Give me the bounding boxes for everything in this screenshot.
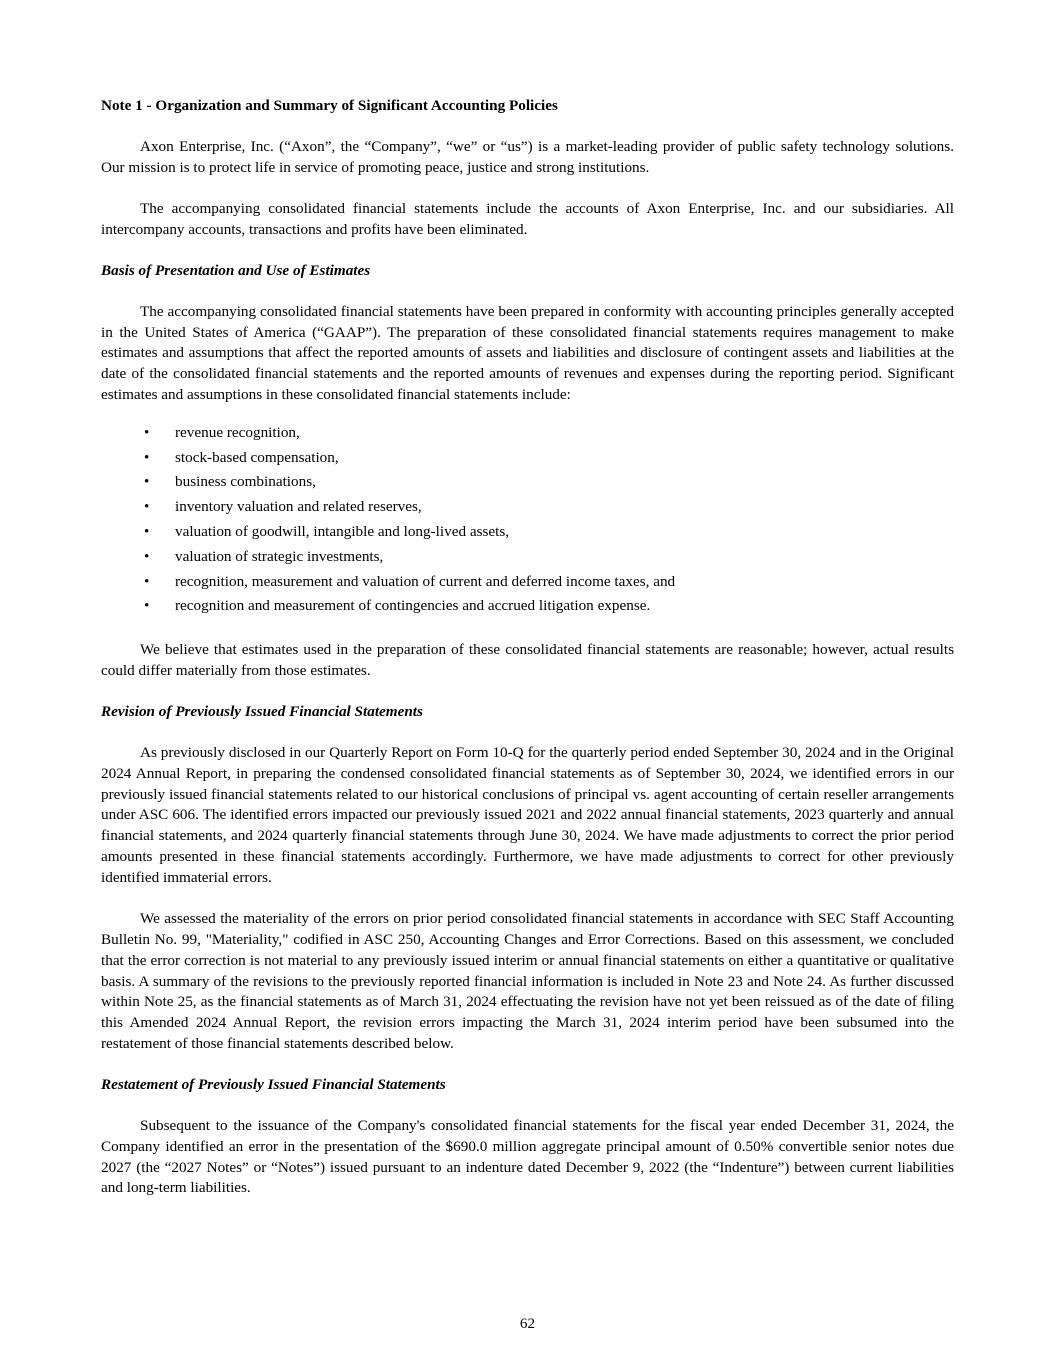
list-item bbox=[101, 520, 954, 545]
document-page bbox=[101, 96, 954, 1220]
list-item-text: inventory valuation and related reserves, bbox=[175, 498, 422, 516]
list-item-text: recognition and measurement of contingencies and accrued litigation expense. bbox=[175, 597, 651, 615]
list-item bbox=[101, 594, 954, 619]
bullet-icon: • bbox=[144, 473, 150, 491]
basis-heading: Basis of Presentation and Use of Estimates bbox=[101, 261, 371, 279]
intro-paragraph-2: The accompanying consolidated financial statements include the accounts of Axon Enterprise, Inc. and our subsidiaries. All intercompany accounts, transactions and profits have been eliminated. bbox=[101, 199, 954, 238]
restatement-paragraph: Subsequent to the issuance of the Company's consolidated financial statements for the fiscal year ended December 31, 2024, the Company identified an error in the presentation of the $690.0 million aggregate principal amount of 0.50% convertible senior notes due 2027 (the “2027 Notes” or “Notes”) issued pursuant to an indenture dated December 9, 2022 (the “Indenture”) between current liabilities and long-term liabilities. bbox=[101, 1116, 954, 1197]
estimates-list bbox=[101, 406, 954, 619]
bullet-icon: • bbox=[144, 448, 150, 466]
list-item-text: stock-based compensation, bbox=[175, 448, 339, 466]
bullet-icon: • bbox=[144, 498, 150, 516]
list-item bbox=[101, 545, 954, 570]
revision-paragraph-2: We assessed the materiality of the errors on prior period consolidated financial statements in accordance with SEC Staff Accounting Bulletin No. 99, "Materiality," codified in ASC 250, Accounting Changes and Error Corrections. Based on this assessment, we concluded that the error correction is not material to any previously issued interim or annual financial statements on either a quantitative or qualitative basis. A summary of the revisions to the previously reported financial information is included in Note 23 and Note 24. As further discussed within Note 25, as the financial statements as of March 31, 2024 effectuating the revision have not yet been reissued as of the date of filing this Amended 2024 Annual Report, the revision errors impacting the March 31, 2024 interim period have been subsumed into the restatement of those financial statements described below. bbox=[101, 910, 954, 1052]
list-item-text: valuation of goodwill, intangible and long-lived assets, bbox=[175, 522, 510, 540]
page-number: 62 bbox=[519, 1315, 536, 1332]
list-item bbox=[101, 570, 954, 595]
revision-paragraph-1: As previously disclosed in our Quarterly Report on Form 10-Q for the quarterly period ended September 30, 2024 and in the Original 2024 Annual Report, in preparing the condensed consolidated financial statements as of September 30, 2024, we identified errors in our previously issued financial statements related to our historical conclusions of principal vs. agent accounting of certain reseller arrangements under ASC 606. The identified errors impacted our previously issued 2021 and 2022 annual financial statements, 2023 quarterly and annual financial statements, and 2024 quarterly financial statements through June 30, 2024. We have made adjustments to correct the prior period amounts presented in these financial statements accordingly. Furthermore, we have made adjustments to correct for other previously identified immaterial errors. bbox=[101, 744, 954, 886]
list-item bbox=[101, 495, 954, 520]
note-title: Note 1 - Organization and Summary of Significant Accounting Policies bbox=[101, 97, 558, 114]
list-item-text: revenue recognition, bbox=[175, 423, 300, 441]
list-item bbox=[101, 470, 954, 495]
restatement-heading: Restatement of Previously Issued Financial Statements bbox=[101, 1076, 446, 1094]
bullet-icon: • bbox=[144, 423, 150, 441]
bullet-icon: • bbox=[144, 522, 150, 540]
list-item bbox=[101, 421, 954, 446]
basis-paragraph: The accompanying consolidated financial statements have been prepared in conformity with accounting principles generally accepted in the United States of America (“GAAP”). The preparation of these consolidated financial statements requires management to make estimates and assumptions that affect the reported amounts of assets and liabilities and disclosure of contingent assets and liabilities at the date of the consolidated financial statements and the reported amounts of revenues and expenses during the reporting period. Significant estimates and assumptions in these consolidated financial statements include: bbox=[101, 302, 954, 403]
list-item bbox=[101, 446, 954, 471]
list-item-text: business combinations, bbox=[175, 473, 316, 491]
bullet-icon: • bbox=[144, 597, 150, 615]
bullet-icon: • bbox=[144, 572, 150, 590]
bullet-icon: • bbox=[144, 547, 150, 565]
intro-paragraph-1: Axon Enterprise, Inc. (“Axon”, the “Company”, “we” or “us”) is a market-leading provider of public safety technology solutions. Our mission is to protect life in service of promoting peace, justice and strong institutions. bbox=[101, 137, 954, 176]
list-item-text: valuation of strategic investments, bbox=[175, 547, 384, 565]
estimates-closing-paragraph: We believe that estimates used in the preparation of these consolidated financial statements are reasonable; however, actual results could differ materially from those estimates. bbox=[101, 641, 954, 679]
revision-heading: Revision of Previously Issued Financial Statements bbox=[101, 703, 423, 721]
list-item-text: recognition, measurement and valuation of current and deferred income taxes, and bbox=[175, 572, 676, 590]
